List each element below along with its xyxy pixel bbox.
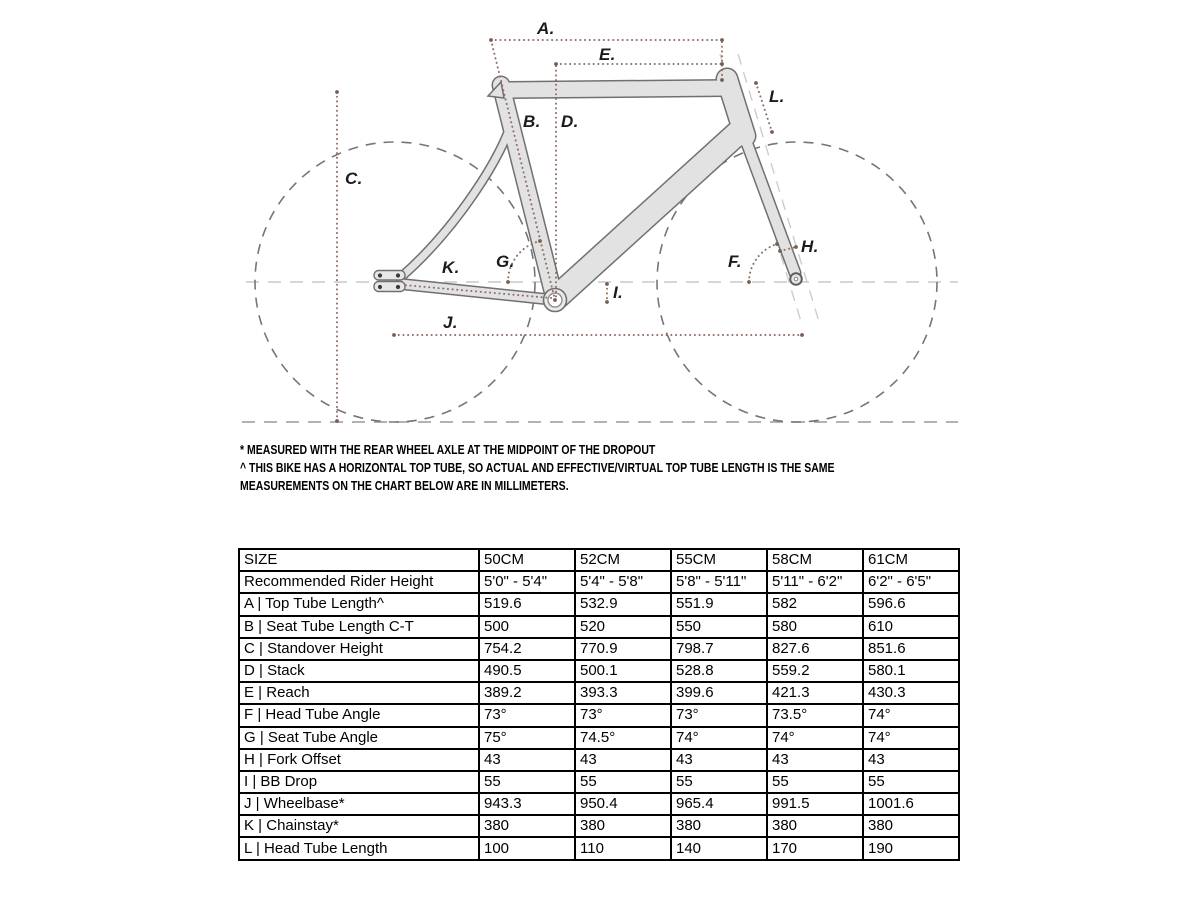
note-line-1: * MEASURED WITH THE REAR WHEEL AXLE AT THE MIDPOINT OF THE DROPOUT	[240, 443, 656, 457]
value-cell: 399.6	[671, 682, 767, 704]
value-cell: 580	[767, 616, 863, 638]
value-cell: 950.4	[575, 793, 671, 815]
row-label: C | Standover Height	[239, 638, 479, 660]
value-cell: 991.5	[767, 793, 863, 815]
down-tube	[557, 131, 740, 297]
row-label: F | Head Tube Angle	[239, 704, 479, 726]
top-tube	[503, 88, 727, 90]
table-row	[239, 660, 959, 682]
dropout-bolt	[396, 285, 400, 289]
row-label: A | Top Tube Length^	[239, 593, 479, 615]
value-cell: 5'11" - 6'2"	[767, 571, 863, 593]
label-head-tube-L: L.	[769, 87, 785, 106]
value-cell: 43	[575, 749, 671, 771]
value-cell: 43	[767, 749, 863, 771]
value-cell: 380	[575, 815, 671, 837]
label-reach-E: E.	[599, 45, 616, 64]
value-cell: 74.5°	[575, 727, 671, 749]
table-row	[239, 771, 959, 793]
value-cell: 74°	[671, 727, 767, 749]
value-cell: 754.2	[479, 638, 575, 660]
row-label: I | BB Drop	[239, 771, 479, 793]
header-58cm: 58CM	[767, 549, 863, 571]
value-cell: 73°	[671, 704, 767, 726]
value-cell: 55	[575, 771, 671, 793]
value-cell: 528.8	[671, 660, 767, 682]
row-label: D | Stack	[239, 660, 479, 682]
label-fork-offset-H: H.	[801, 237, 819, 256]
value-cell: 430.3	[863, 682, 959, 704]
label-head-angle-F: F.	[728, 252, 742, 271]
header-52cm: 52CM	[575, 549, 671, 571]
table-row	[239, 704, 959, 726]
value-cell: 596.6	[863, 593, 959, 615]
label-stack-D: D.	[561, 112, 579, 131]
label-chainstay-K: K.	[442, 258, 460, 277]
value-cell: 43	[671, 749, 767, 771]
value-cell: 380	[863, 815, 959, 837]
value-cell: 73°	[575, 704, 671, 726]
value-cell: 559.2	[767, 660, 863, 682]
header-50cm: 50CM	[479, 549, 575, 571]
row-label: B | Seat Tube Length C-T	[239, 616, 479, 638]
row-label: Recommended Rider Height	[239, 571, 479, 593]
value-cell: 532.9	[575, 593, 671, 615]
value-cell: 55	[863, 771, 959, 793]
note-line-3: MEASUREMENTS ON THE CHART BELOW ARE IN MILLIMETERS.	[240, 479, 569, 493]
value-cell: 582	[767, 593, 863, 615]
value-cell: 520	[575, 616, 671, 638]
table-row	[239, 593, 959, 615]
value-cell: 798.7	[671, 638, 767, 660]
value-cell: 389.2	[479, 682, 575, 704]
value-cell: 943.3	[479, 793, 575, 815]
note-line-2: ^ THIS BIKE HAS A HORIZONTAL TOP TUBE, SO ACTUAL AND EFFECTIVE/VIRTUAL TOP TUBE LENGTH IS THE SAME	[240, 461, 835, 475]
value-cell: 74°	[863, 727, 959, 749]
row-label: J | Wheelbase*	[239, 793, 479, 815]
value-cell: 519.6	[479, 593, 575, 615]
table-row	[239, 571, 959, 593]
table-row	[239, 749, 959, 771]
label-wheelbase-J: J.	[443, 313, 458, 332]
row-label: L | Head Tube Length	[239, 837, 479, 859]
value-cell: 55	[479, 771, 575, 793]
label-seat-tube-B: B.	[523, 112, 541, 131]
row-label: E | Reach	[239, 682, 479, 704]
dropout-bolt	[378, 273, 382, 277]
value-cell: 965.4	[671, 793, 767, 815]
value-cell: 770.9	[575, 638, 671, 660]
measurement-notes	[240, 441, 1000, 495]
value-cell: 380	[671, 815, 767, 837]
value-cell: 6'2" - 6'5"	[863, 571, 959, 593]
value-cell: 43	[479, 749, 575, 771]
table-row	[239, 682, 959, 704]
value-cell: 100	[479, 837, 575, 859]
value-cell: 380	[767, 815, 863, 837]
table-row	[239, 638, 959, 660]
table-row	[239, 815, 959, 837]
geometry-table	[238, 548, 960, 861]
value-cell: 75°	[479, 727, 575, 749]
value-cell: 5'4" - 5'8"	[575, 571, 671, 593]
value-cell: 550	[671, 616, 767, 638]
value-cell: 851.6	[863, 638, 959, 660]
value-cell: 500	[479, 616, 575, 638]
row-label: K | Chainstay*	[239, 815, 479, 837]
table-row	[239, 616, 959, 638]
row-label: G | Seat Tube Angle	[239, 727, 479, 749]
header-55cm: 55CM	[671, 549, 767, 571]
dropout-bolt	[378, 285, 382, 289]
value-cell: 140	[671, 837, 767, 859]
value-cell: 500.1	[575, 660, 671, 682]
table-row	[239, 793, 959, 815]
value-cell: 610	[863, 616, 959, 638]
value-cell: 5'8" - 5'11"	[671, 571, 767, 593]
row-label: H | Fork Offset	[239, 749, 479, 771]
table-row	[239, 837, 959, 859]
label-bb-drop-I: I.	[613, 283, 624, 302]
value-cell: 74°	[767, 727, 863, 749]
value-cell: 190	[863, 837, 959, 859]
value-cell: 580.1	[863, 660, 959, 682]
value-cell: 827.6	[767, 638, 863, 660]
value-cell: 110	[575, 837, 671, 859]
value-cell: 74°	[863, 704, 959, 726]
value-cell: 393.3	[575, 682, 671, 704]
value-cell: 43	[863, 749, 959, 771]
table-header-row	[239, 549, 959, 571]
value-cell: 55	[671, 771, 767, 793]
value-cell: 1001.6	[863, 793, 959, 815]
value-cell: 5'0" - 5'4"	[479, 571, 575, 593]
value-cell: 73°	[479, 704, 575, 726]
value-cell: 551.9	[671, 593, 767, 615]
table-row	[239, 727, 959, 749]
dim-head-angle-F	[749, 244, 777, 282]
value-cell: 170	[767, 837, 863, 859]
label-top-tube-A: A.	[537, 19, 555, 38]
header-61cm: 61CM	[863, 549, 959, 571]
dropout-bolt	[396, 273, 400, 277]
label-standover-C: C.	[345, 169, 363, 188]
fork-blade	[745, 138, 795, 273]
value-cell: 55	[767, 771, 863, 793]
value-cell: 490.5	[479, 660, 575, 682]
value-cell: 380	[479, 815, 575, 837]
header-size: SIZE	[239, 549, 479, 571]
value-cell: 421.3	[767, 682, 863, 704]
front-axle-point	[794, 277, 798, 281]
guide-lines	[242, 54, 958, 422]
label-seat-angle-G: G.	[496, 252, 515, 271]
value-cell: 73.5°	[767, 704, 863, 726]
